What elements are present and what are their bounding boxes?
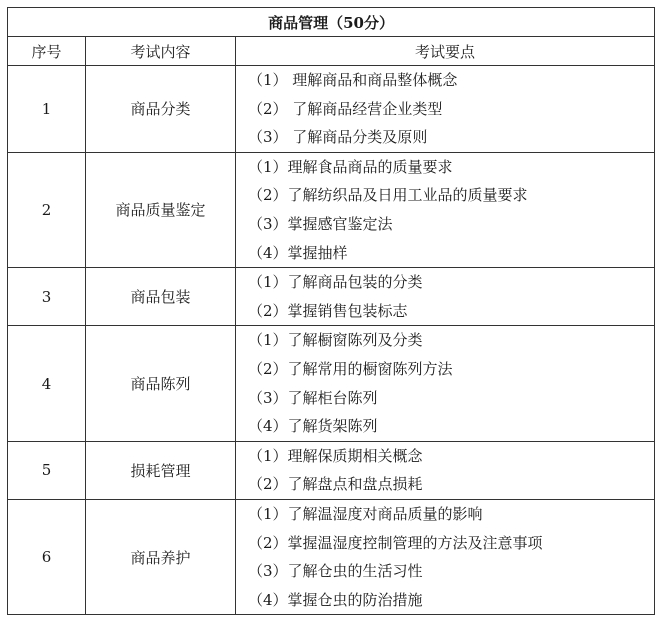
point-item: （4）了解货架陈列 <box>248 417 378 436</box>
point-item: （2）掌握温湿度控制管理的方法及注意事项 <box>248 533 543 552</box>
row-content: 商品分类 <box>86 66 236 153</box>
point-item: （1）了解温湿度对商品质量的影响 <box>248 504 483 523</box>
table-row <box>8 499 655 614</box>
header-exam-points: 考试要点 <box>236 37 655 66</box>
point-item: （1）理解食品商品的质量要求 <box>248 157 453 176</box>
point-item: （2） 了解商品经营企业类型 <box>248 99 443 118</box>
table-row <box>8 152 655 267</box>
row-points <box>236 152 655 267</box>
point-item: （3）掌握感官鉴定法 <box>248 214 393 233</box>
point-item: （3）了解仓虫的生活习性 <box>248 562 423 581</box>
row-number: 6 <box>8 499 86 614</box>
point-item: （2）掌握销售包装标志 <box>248 301 408 320</box>
row-number: 2 <box>8 152 86 267</box>
point-item: （3）了解柜台陈列 <box>248 388 378 407</box>
row-points <box>236 268 655 326</box>
point-item: （2）了解盘点和盘点损耗 <box>248 475 423 494</box>
point-item: （1） 理解商品和商品整体概念 <box>248 71 458 89</box>
header-number: 序号 <box>8 37 86 66</box>
table-row <box>8 441 655 499</box>
table-title: 商品管理（50分） <box>8 8 655 37</box>
row-points <box>236 66 655 153</box>
row-number: 1 <box>8 66 86 153</box>
document-page <box>7 7 655 615</box>
point-item: （1）了解商品包装的分类 <box>248 273 423 292</box>
point-item: （4）掌握仓虫的防治措施 <box>248 590 423 609</box>
row-number: 4 <box>8 326 86 441</box>
point-item: （2）了解纺织品及日用工业品的质量要求 <box>248 186 528 205</box>
row-content: 商品养护 <box>86 499 236 614</box>
point-item: （4）掌握抽样 <box>248 243 348 262</box>
point-item: （1）理解保质期相关概念 <box>248 446 423 465</box>
table-row <box>8 66 655 153</box>
header-row <box>8 37 655 66</box>
row-content: 商品陈列 <box>86 326 236 441</box>
row-points <box>236 441 655 499</box>
exam-outline-table <box>7 7 655 615</box>
header-exam-content: 考试内容 <box>86 37 236 66</box>
table-row <box>8 268 655 326</box>
row-points <box>236 326 655 441</box>
row-content: 损耗管理 <box>86 441 236 499</box>
table-row <box>8 326 655 441</box>
row-points <box>236 499 655 614</box>
point-item: （3） 了解商品分类及原则 <box>248 128 428 147</box>
row-content: 商品包装 <box>86 268 236 326</box>
row-number: 5 <box>8 441 86 499</box>
title-row <box>8 8 655 37</box>
point-item: （1）了解橱窗陈列及分类 <box>248 331 423 350</box>
point-item: （2）了解常用的橱窗陈列方法 <box>248 359 453 378</box>
row-content: 商品质量鉴定 <box>86 152 236 267</box>
row-number: 3 <box>8 268 86 326</box>
